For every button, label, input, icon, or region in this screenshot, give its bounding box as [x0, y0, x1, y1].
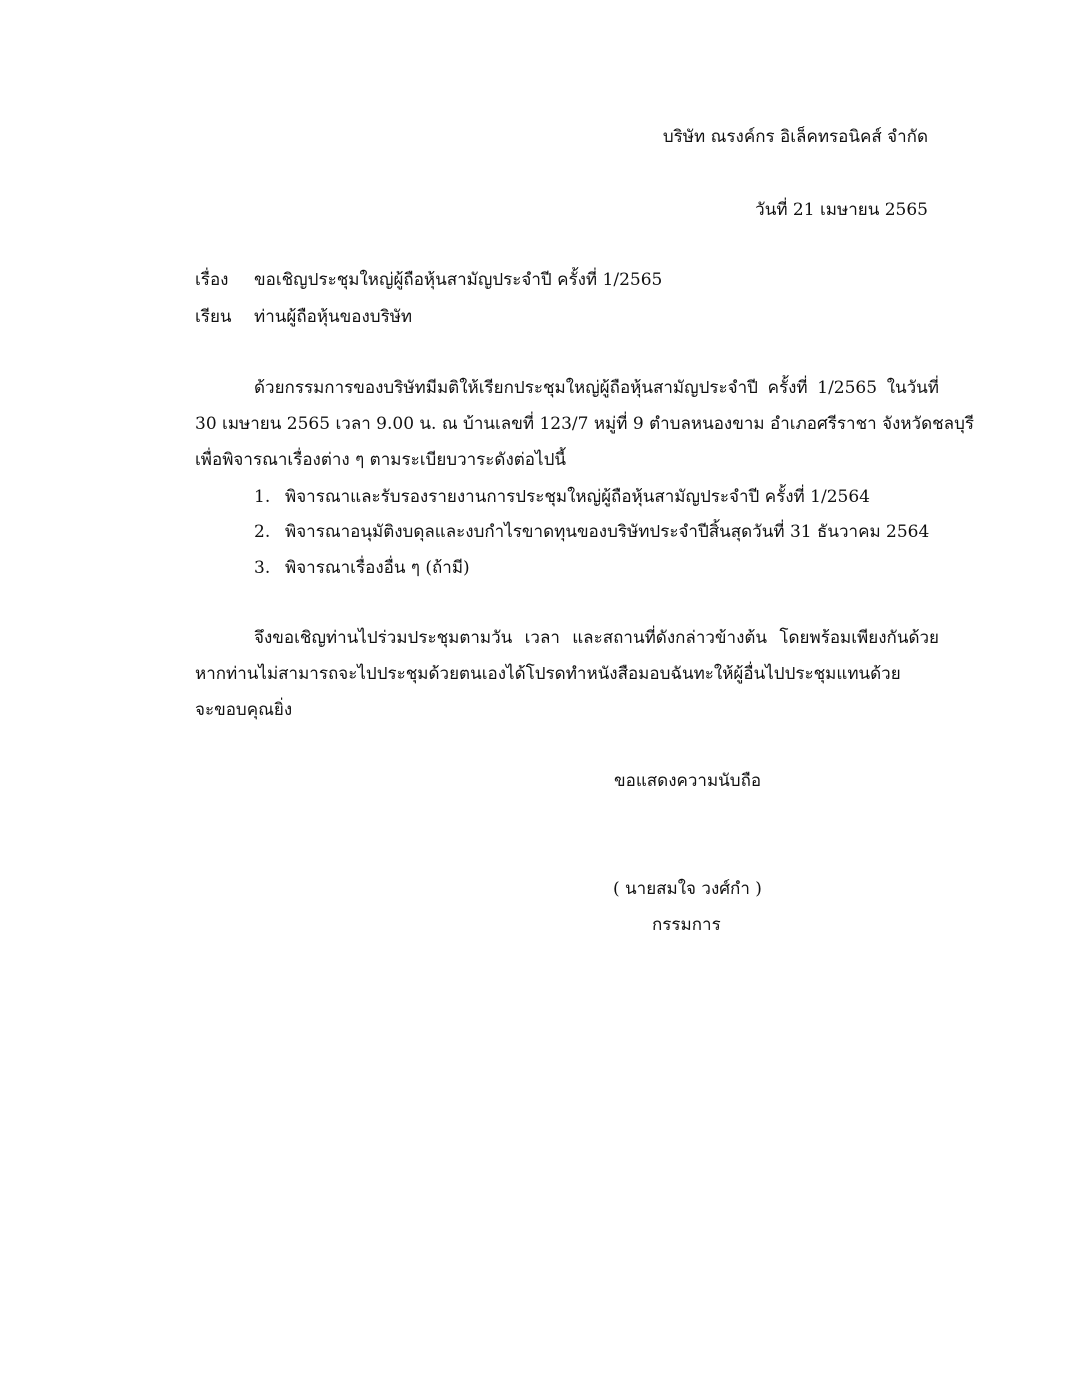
letter-date: วันที่ 21 เมษายน 2565: [755, 200, 928, 220]
agenda-item-text: พิจารณาและรับรองรายงานการประชุมใหญ่ผู้ถือหุ้นสามัญประจำปี ครั้งที่ 1/2564: [285, 487, 870, 507]
recipient-text: ท่านผู้ถือหุ้นของบริษัท: [254, 307, 413, 327]
agenda-item-text: พิจารณาเรื่องอื่น ๆ (ถ้ามี): [285, 558, 470, 578]
agenda-item-number: 2.: [254, 522, 271, 542]
subject-label: เรื่อง: [195, 270, 229, 290]
body-paragraph-2-line-3: จะขอบคุณยิ่ง: [195, 700, 293, 720]
body-paragraph-1-line-3: เพื่อพิจารณาเรื่องต่าง ๆ ตามระเบียบวาระดังต่อไปนี้: [195, 450, 566, 470]
subject-text: ขอเชิญประชุมใหญ่ผู้ถือหุ้นสามัญประจำปี ครั้งที่ 1/2565: [254, 270, 663, 290]
agenda-item-text: พิจารณาอนุมัติงบดุลและงบกำไรขาดทุนของบริษัทประจำปีสิ้นสุดวันที่ 31 ธันวาคม 2564: [285, 522, 930, 542]
body-paragraph-1-line-1: ด้วยกรรมการของบริษัทมีมติให้เรียกประชุมใหญ่ผู้ถือหุ้นสามัญประจำปี ครั้งที่ 1/2565 ในวันที่: [254, 378, 939, 398]
recipient-label: เรียน: [195, 307, 232, 327]
agenda-item-number: 1.: [254, 487, 271, 507]
company-name: บริษัท ณรงค์กร อิเล็คทรอนิคส์ จำกัด: [662, 127, 928, 147]
body-paragraph-2-line-1: จึงขอเชิญท่านไปร่วมประชุมตามวัน เวลา และสถานที่ดังกล่าวข้างต้น โดยพร้อมเพียงกันด้วย: [254, 628, 939, 648]
signatory-name: ( นายสมใจ วงศ์กำ ): [613, 879, 762, 899]
closing-text: ขอแสดงความนับถือ: [614, 771, 762, 791]
agenda-item-number: 3.: [254, 558, 271, 578]
body-paragraph-2-line-2: หากท่านไม่สามารถจะไปประชุมด้วยตนเองได้โปรดทำหนังสือมอบฉันทะให้ผู้อื่นไปประชุมแทนด้วย: [195, 664, 901, 684]
body-paragraph-1-line-2: 30 เมษายน 2565 เวลา 9.00 น. ณ บ้านเลขที่ 123/7 หมู่ที่ 9 ตำบลหนองขาม อำเภอศรีราชา จังหวัดชลบุรี: [195, 414, 975, 434]
signatory-title: กรรมการ: [652, 915, 721, 935]
